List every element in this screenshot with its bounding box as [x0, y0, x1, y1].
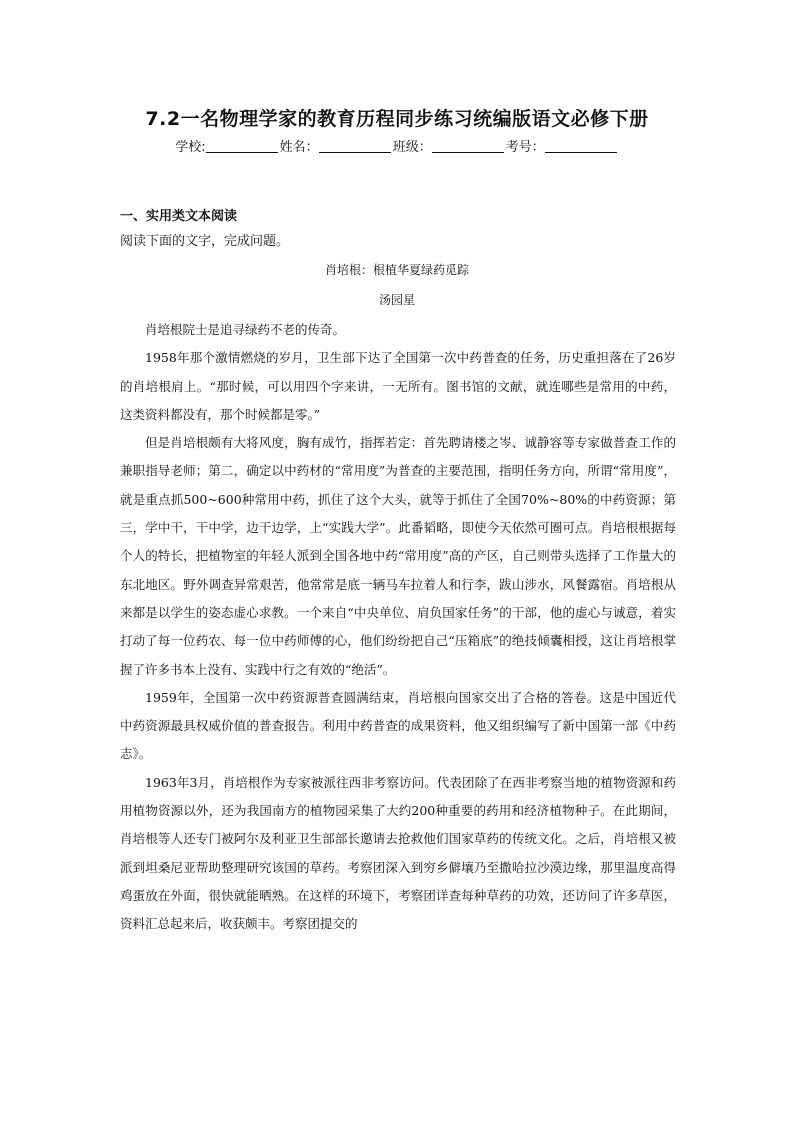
page-title: 7.2一名物理学家的教育历程同步练习统编版语文必修下册 — [145, 108, 649, 130]
class-label: 班级： — [392, 140, 432, 155]
exam-number-label: 考号： — [505, 140, 545, 155]
paragraph: 肖培根院士是追寻绿药不老的传奇。 — [145, 322, 346, 337]
name-label: 姓名： — [279, 140, 319, 155]
school-label: 学校: — [175, 140, 206, 155]
paragraph: 但是肖培根颇有大将风度，胸有成竹，指挥若定：首先聘请楼之岑、诚静容等专家做普查工作的兼职指导老师；第二，确定以中药材的“常用度”为普查的主要范围，指明任务方向，所谓“常用度”，就是重点抓500~600种常用中药，抓住了这个大头，就等于抓住了全国70%~80%的中药资源；第三，学中干，干中学，边干边学，上“实践大学”。此番韬略，即使今天依然可圈可点。肖培根根据每个人的特长，把植物室的年轻人派到全国各地中药“常用度”高的产区，自己则带头选择了工作量大的东北地区。野外调查异常艰苦，他常常是底一辆马车拉着人和行李，跋山涉水，风餐露宿。肖培根从来都是以学生的姿态虚心求教。一个来自“中央单位、肩负国家任务”的干部，他的虚心与诚意，着实打动了每一位药农、每一位中药师傅的心，他们纷纷把自己“压箱底”的绝技倾囊相授，这让肖培根掌握了许多书本上没有、实践中行之有效的“绝活”。 — [120, 435, 676, 677]
name-blank — [319, 139, 391, 153]
class-blank — [432, 139, 504, 153]
article-title: 肖培根：根植华夏绿药觅踪 — [324, 263, 469, 277]
article-body — [120, 316, 676, 939]
exam-number-blank — [545, 139, 617, 153]
student-info-line — [0, 136, 794, 155]
paragraph: 1959年，全国第一次中药资源普查圆满结束，肖培根向国家交出了合格的答卷。这是中国近代中药资源最具权威价值的普查报告。利用中药普查的成果资料，他又组织编写了新中国第一部《中药志》。 — [120, 689, 676, 762]
paragraph: 1958年那个激情燃烧的岁月，卫生部下达了全国第一次中药普查的任务，历史重担落在了26岁的肖培根肩上。“那时候，可以用四个字来讲，一无所有。图书馆的文献，就连哪些是常用的中药，这类资料都没有，那个时候都是零。” — [120, 350, 676, 422]
article-author: 汤园星 — [378, 293, 415, 307]
paragraph: 1963年3月，肖培根作为专家被派往西非考察访问。代表团除了在西非考察当地的植物资源和药用植物资源以外，还为我国南方的植物园采集了大约200种重要的药用和经济植物种子。在此期间，肖培根等人还专门被阿尔及利亚卫生部部长邀请去抢救他们国家草药的传统文化。之后，肖培根又被派到坦桑尼亚帮助整理研究该国的草药。考察团深入到穷乡僻壤乃至撒哈拉沙漠边缘，那里温度高得鸡蛋放在外面，很快就能晒熟。在这样的环境下，考察团详查每种草药的功效，还访问了许多草医，资料汇总起来后，收获颇丰。考察团提交的 — [120, 774, 676, 932]
instruction-text: 阅读下面的文字，完成问题。 — [120, 234, 290, 249]
section-heading: 一、实用类文本阅读 — [120, 209, 238, 224]
school-blank — [206, 139, 278, 153]
